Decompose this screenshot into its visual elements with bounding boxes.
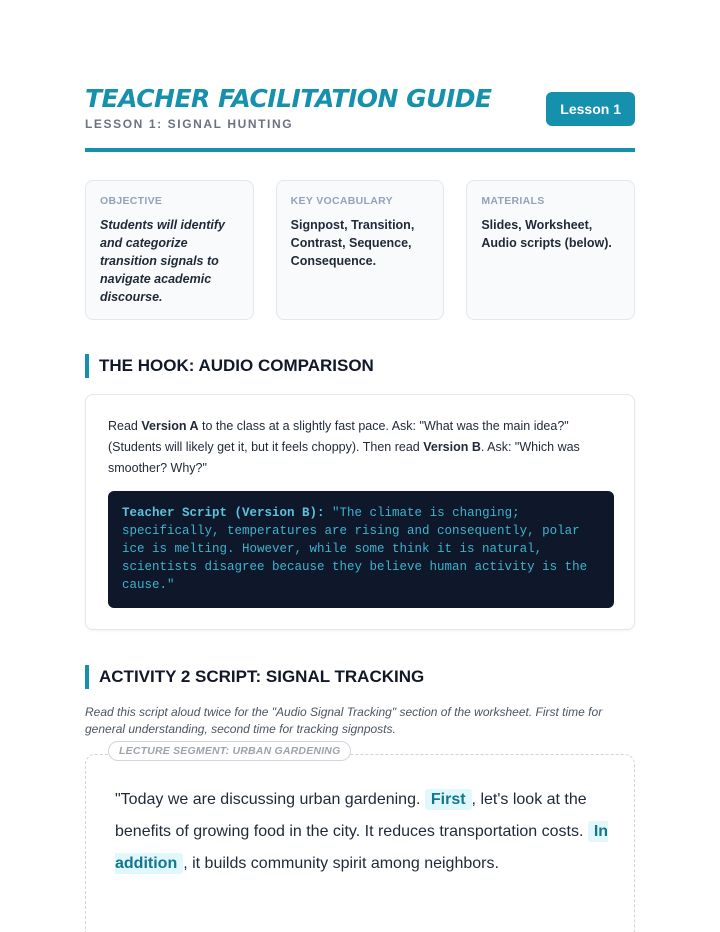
text-run: to the class at a slightly fast pace. Ask: "What was the main idea?" (Students will likely get it, but it feels choppy). Then read — [108, 419, 569, 454]
activity2-section-title: ACTIVITY 2 SCRIPT: SIGNAL TRACKING — [85, 665, 424, 689]
header-divider — [85, 148, 635, 152]
card-label: KEY VOCABULARY — [290, 195, 393, 207]
card-text: Signpost, Transition, Contrast, Sequence, Consequence. — [290, 218, 415, 268]
text-run: , let's look at the benefits of growing food in the city. It reduces transportation costs. — [115, 791, 588, 840]
card-label: MATERIALS — [481, 195, 545, 207]
signpost-highlight: First — [425, 789, 472, 810]
materials-card — [466, 180, 635, 320]
text-run: Read — [108, 419, 142, 433]
hook-instructions — [108, 416, 614, 479]
lesson-badge: Lesson 1 — [546, 92, 635, 126]
version-b-label: Version B — [423, 440, 481, 454]
text-run: , it builds community spirit among neighbors. — [183, 855, 499, 872]
info-cards — [85, 180, 635, 320]
activity2-intro: Read this script aloud twice for the "Audio Signal Tracking" section of the worksheet. First time for general understanding, second time for tracking signposts. — [85, 705, 603, 736]
signpost-highlight: In addition — [115, 823, 609, 872]
hook-section-title: THE HOOK: AUDIO COMPARISON — [85, 354, 374, 378]
lecture-segment-tag: LECTURE SEGMENT: URBAN GARDENING — [108, 741, 351, 761]
guide-header — [85, 84, 635, 131]
page-title: TEACHER FACILITATION GUIDE — [85, 84, 492, 113]
teacher-script-block — [108, 491, 614, 608]
lecture-script — [115, 784, 615, 880]
hook-box — [85, 394, 635, 630]
objective-card — [85, 180, 254, 320]
version-a-label: Version A — [141, 419, 199, 433]
text-run: "Today we are discussing urban gardening. — [115, 791, 425, 808]
text-run: . Ask: "Which was smoother? Why?" — [108, 440, 580, 475]
script-label: Teacher Script (Version B): — [122, 506, 325, 520]
card-label: OBJECTIVE — [100, 195, 163, 207]
vocabulary-card — [276, 180, 445, 320]
page-subtitle: LESSON 1: SIGNAL HUNTING — [85, 117, 294, 131]
script-text: "The climate is changing; specifically, temperatures are rising and consequently, polar ice is melting. However, while some think it is natural, scientists disagree because they believe human activity is the cause." — [122, 506, 588, 592]
card-text: Students will identify and categorize transition signals to navigate academic discourse. — [100, 218, 226, 304]
card-text: Slides, Worksheet, Audio scripts (below). — [481, 218, 612, 250]
